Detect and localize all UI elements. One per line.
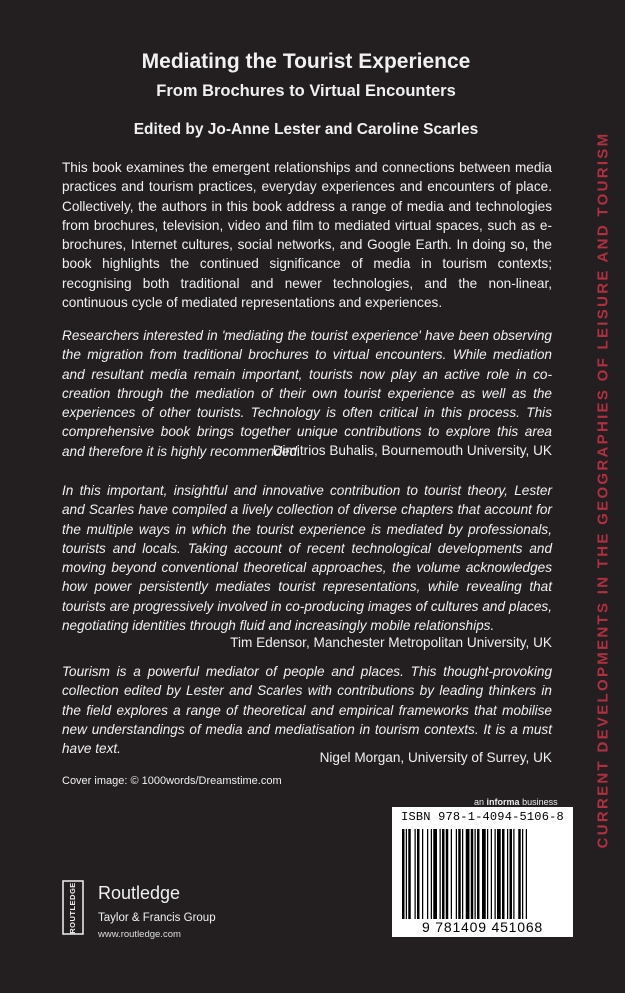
editors-line: Edited by Jo-Anne Lester and Caroline Scarles — [133, 121, 479, 138]
barcode-bar — [415, 829, 416, 919]
barcode-bar — [462, 829, 463, 919]
informa-suffix: business — [522, 797, 558, 807]
barcode-bar — [513, 829, 514, 919]
informa-brand: informa — [486, 797, 520, 807]
cover-image-credit: Cover image: © 1000words/Dreamstime.com — [62, 775, 282, 787]
informa-prefix: an — [474, 797, 485, 807]
svg-text:ROUTLEDGE: ROUTLEDGE — [67, 882, 77, 934]
barcode-bar — [497, 829, 501, 919]
barcode-bar — [491, 829, 492, 919]
series-title: CURRENT DEVELOPMENTS IN THE GEOGRAPHIES OF LEISURE AND TOURISM — [594, 131, 612, 849]
barcode-bar — [446, 829, 449, 919]
endorsement-quote: In this important, insightful and innovative contribution to tourist theory, Lester and Scarles have compiled a lively collection of diverse chapters that account for the multiple ways in which the tourist experience is mediated by professionals, tourists and locals. Taking account of recent technological developments and moving beyond conventional theoretical approaches, the volume acknowledges how power persistently mediates tourist representations, while revealing that tourists are progressively involved in co-producing images of cultures and places, negotiating identities through fluid and increasingly mobile relationships. — [62, 483, 552, 634]
barcode-bar — [466, 829, 470, 919]
barcode-number: 9 781409 451068 — [422, 919, 543, 935]
endorsement-author: Nigel Morgan, University of Surrey, UK — [319, 750, 552, 765]
book-subtitle: From Brochures to Virtual Encounters — [156, 82, 456, 100]
endorsement-author: Tim Edensor, Manchester Metropolitan University, UK — [230, 635, 552, 650]
isbn-barcode — [392, 807, 573, 937]
endorsement-quote: Tourism is a powerful mediator of people and places. This thought-provoking collection edited by Lester and Scarles with contributions by leading thinkers in the field explores a range of theoretical and empirical frameworks that mobilise new understandings of media and mediatisation in tourism contexts. It is a must have text. — [62, 664, 552, 757]
informa-tagline — [474, 797, 558, 807]
book-title: Mediating the Tourist Experience — [141, 50, 471, 73]
barcode-bar — [406, 829, 407, 919]
barcode-bar — [433, 829, 437, 919]
publisher-url: www.routledge.com — [98, 929, 181, 940]
barcode-bar — [451, 829, 452, 919]
barcode-bar — [510, 829, 513, 919]
routledge-logo-icon — [62, 880, 84, 935]
endorsement-author: Dimitrios Buhalis, Bournemouth University, UK — [272, 443, 552, 458]
series-spine — [590, 40, 616, 940]
barcode-bar — [522, 829, 523, 919]
publisher-group: Taylor & Francis Group — [98, 912, 216, 924]
barcode-bar — [458, 829, 461, 919]
barcode-bar — [487, 829, 488, 919]
barcode-bar — [417, 829, 420, 919]
endorsement-quote: Researchers interested in 'mediating the tourist experience' have been observing the migration from traditional brochures to virtual encounters. While mediation and resultant media remain important, tourists now play an active role in co-creation through the mediation of their own tourist experience as well as the experiences of other tourists. Technology is often critical in this process. This comprehensive book brings together unique contributions to explore this area and therefore it is highly recommended. — [62, 328, 552, 459]
barcode-bar — [518, 829, 521, 919]
barcode-bar — [477, 829, 480, 919]
barcode-bar — [502, 829, 505, 919]
book-description: This book examines the emergent relationships and connections between media practices and tourism practices, everyday experiences and encounters of place. Collectively, the authors in this book address a range of media and technologies from brochures, television, video and film to mediated virtual spaces, such as e-brochures, Internet cultures, social networks, and Google Earth. In doing so, the book highlights the continued significance of media in tourism contexts; recognising both traditional and newer technologies, and the non-linear, continuous cycle of mediated representations and experiences. — [62, 160, 552, 311]
barcode-bar — [431, 829, 432, 919]
barcode-bar — [482, 829, 486, 919]
barcode-bar — [422, 829, 423, 919]
publisher-name: Routledge — [98, 883, 181, 903]
barcode-bar — [402, 829, 405, 919]
barcode-bar — [526, 829, 527, 919]
barcode-bar — [408, 829, 411, 919]
barcode-bar — [471, 829, 474, 919]
barcode-bar — [507, 829, 508, 919]
barcode-bar — [456, 829, 457, 919]
barcode-bars — [398, 829, 568, 919]
barcode-bar — [427, 829, 428, 919]
barcode-bar — [442, 829, 445, 919]
isbn-label: ISBN 978-1-4094-5106-8 — [401, 810, 564, 824]
barcode-bar — [475, 829, 476, 919]
barcode-bar — [440, 829, 441, 919]
barcode-bar — [495, 829, 496, 919]
